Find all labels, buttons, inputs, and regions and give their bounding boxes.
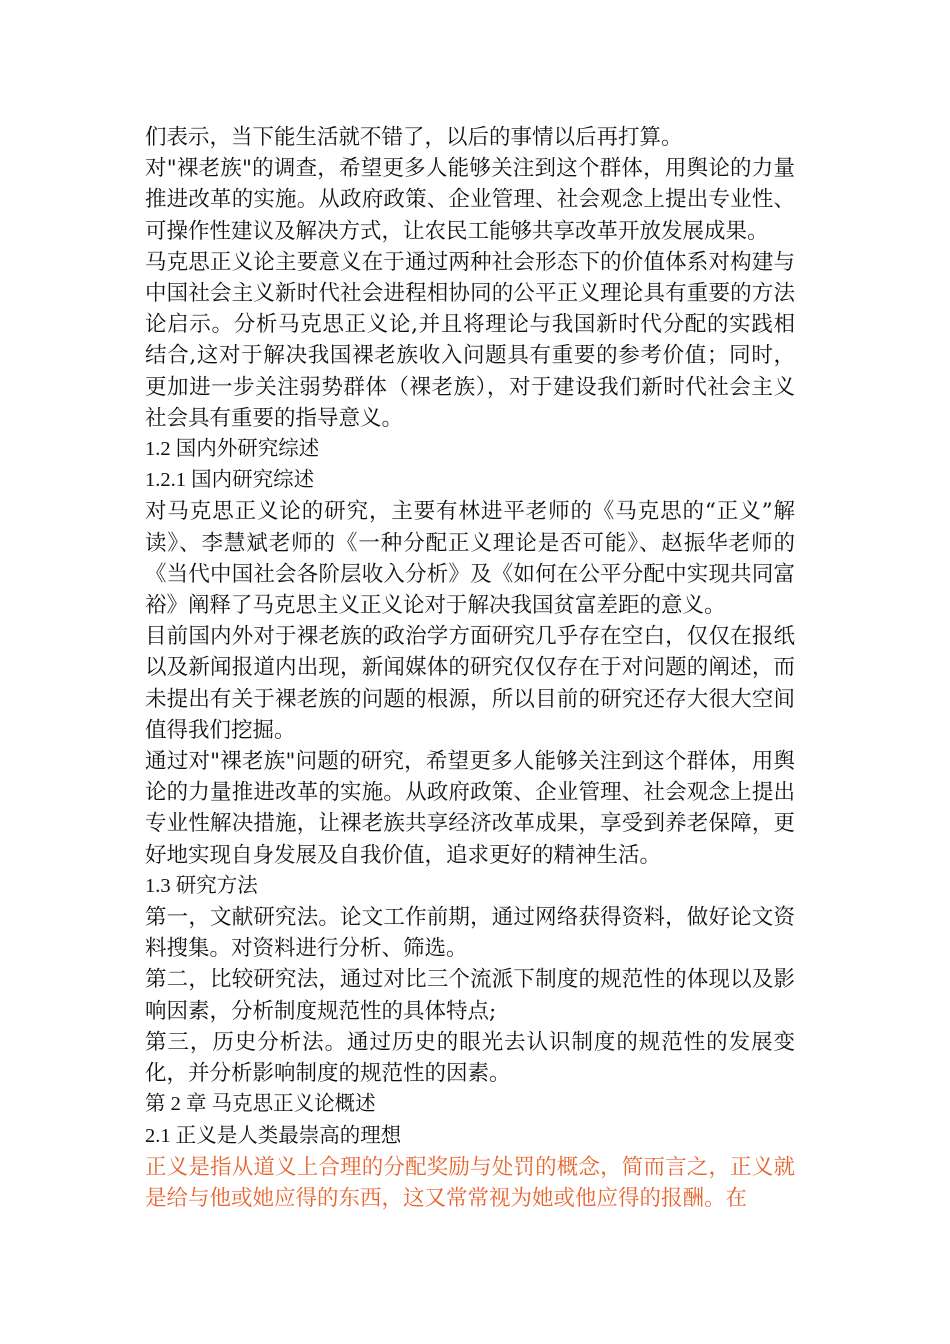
paragraph-marx-justice-significance: 马克思正义论主要意义在于通过两种社会形态下的价值体系对构建与中国社会主义新时代社会进程相协同的公平正义理论具有重要的方法论启示。分析马克思正义论,并且将理论与我国新时代分配的实践相结合,这对于解决我国裸老族收入问题具有重要的参考价值；同时，更加进一步关注弱势群体（裸老族），对于建设我们新时代社会主义社会具有重要的指导意义。 [145,249,795,431]
heading-section-1-2: 1.2 国内外研究综述 [145,438,320,461]
paragraph-research-gap: 目前国内外对于裸老族的政治学方面研究几乎存在空白，仅仅在报纸以及新闻报道内出现，新闻媒体的研究仅仅存在于对问题的阐述，而未提出有关于裸老族的问题的根源，所以目前的研究还存大很大空间值得我们挖掘。 [145,624,795,743]
paragraph-domestic-research: 对马克思正义论的研究，主要有林进平老师的《马克思的“正义”解读》、李慧斌老师的《一种分配正义理论是否可能》、赵振华老师的《当代中国社会各阶层收入分析》及《如何在公平分配中实现共同富裕》阐释了马克思主义正义论对于解决我国贫富差距的意义。 [145,499,795,619]
paragraph-survey-purpose: 对"裸老族"的调查，希望更多人能够关注到这个群体，用舆论的力量推进改革的实施。从政府政策、企业管理、社会观念上提出专业性、可操作性建议及解决方式，让农民工能够共享改革开放发展成果。 [145,156,795,244]
heading-section-1-3: 1.3 研究方法 [145,874,258,897]
paragraph-justice-definition-highlighted: 正义是指从道义上合理的分配奖励与处罚的概念，简而言之，正义就是给与他或她应得的东西，这又常常视为她或他应得的报酬。在 [145,1154,795,1211]
paragraph-method-historical: 第三，历史分析法。通过历史的眼光去认识制度的规范性的发展变化，并分析影响制度的规范性的因素。 [145,1029,795,1087]
document-page [145,122,795,1214]
heading-section-1-2-1: 1.2.1 国内研究综述 [145,469,315,492]
heading-chapter-2: 第 2 章 马克思正义论概述 [145,1093,376,1116]
heading-section-2-1: 2.1 正义是人类最崇高的理想 [145,1124,402,1147]
paragraph-continuation: 们表示，当下能生活就不错了，以后的事情以后再打算。 [145,125,683,150]
paragraph-method-literature: 第一，文献研究法。论文工作前期，通过网络获得资料，做好论文资料搜集。对资料进行分析、筛选。 [145,905,795,962]
paragraph-research-goal: 通过对"裸老族"问题的研究，希望更多人能够关注到这个群体，用舆论的力量推进改革的实施。从政府政策、企业管理、社会观念上提出专业性解决措施，让裸老族共享经济改革成果，享受到养老保障，更好地实现自身发展及自我价值，追求更好的精神生活。 [145,749,795,868]
paragraph-method-comparative: 第二，比较研究法，通过对比三个流派下制度的规范性的体现以及影响因素，分析制度规范性的具体特点; [145,967,795,1024]
